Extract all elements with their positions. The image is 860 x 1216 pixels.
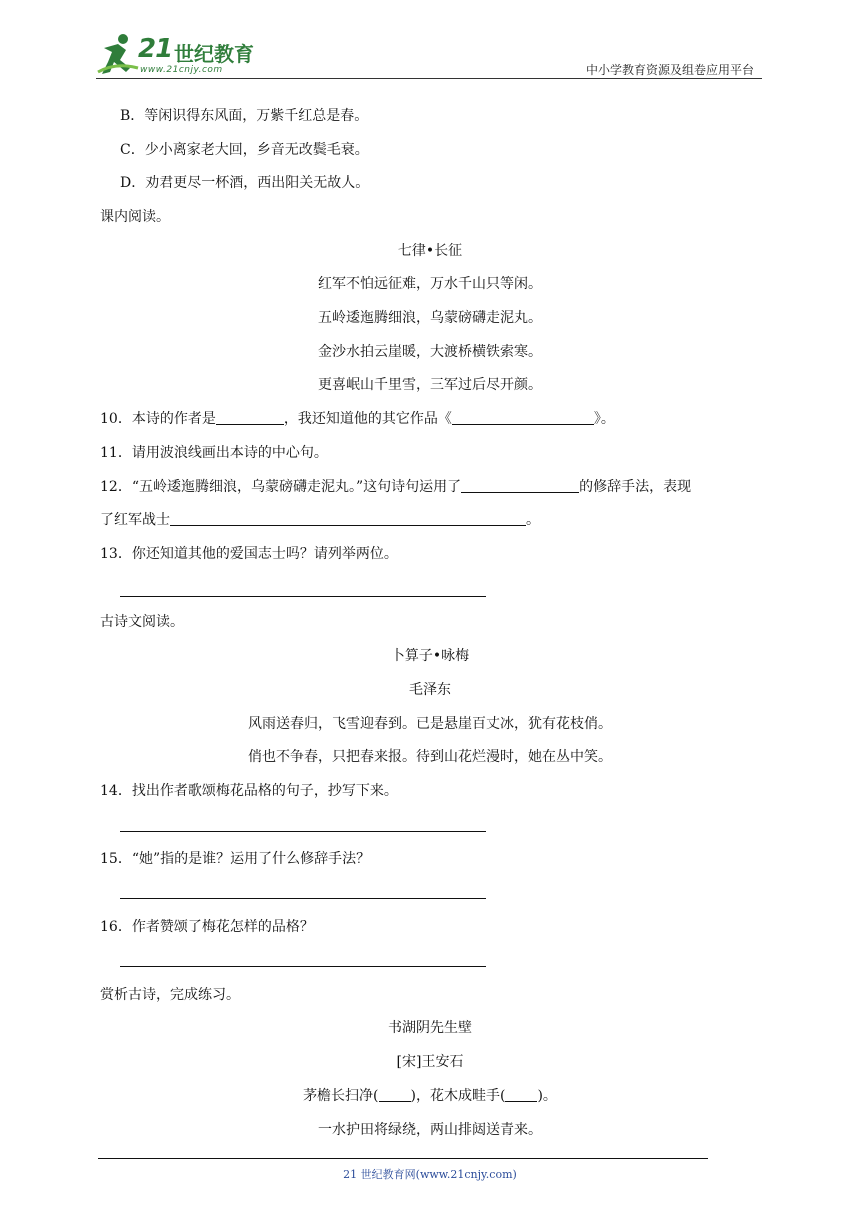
poem-author: 毛泽东 (409, 682, 451, 698)
question-16: 16．作者赞颂了梅花怎样的品格？ (100, 919, 314, 935)
footer-divider (98, 1158, 708, 1159)
poem-line: 红军不怕远征难，万水千山只等闲。 (318, 276, 542, 292)
poem-text: )。 (537, 1088, 557, 1104)
question-12 (100, 477, 691, 497)
question-13: 13．你还知道其他的爱国志士吗？请列举两位。 (100, 546, 398, 562)
question-text: 》。 (593, 411, 615, 427)
section-heading: 课内阅读。 (100, 209, 170, 225)
question-10 (100, 409, 615, 429)
poem-title: 书湖阴先生壁 (388, 1020, 472, 1036)
poem-text: )，花木成畦手( (410, 1088, 506, 1104)
question-text: 12．“五岭逶迤腾细浪，乌蒙磅礴走泥丸。”这句诗句运用了 (100, 479, 462, 495)
poem-line: 风雨送春归，飞雪迎春到。已是悬崖百丈冰，犹有花枝俏。 (248, 716, 612, 732)
answer-blank[interactable] (452, 410, 594, 425)
poem-author: [宋]王安石 (396, 1054, 464, 1070)
answer-line[interactable] (120, 966, 486, 967)
question-text: ，我还知道他的其它作品《 (283, 411, 452, 427)
answer-blank[interactable] (170, 511, 526, 526)
option-b: B．等闲识得东风面，万紫千红总是春。 (120, 108, 369, 124)
logo-number: 21 (138, 34, 173, 64)
poem-line (0, 1086, 860, 1106)
platform-title: 中小学教育资源及组卷应用平台 (585, 63, 754, 77)
poem-title: 卜算子•咏梅 (390, 648, 470, 664)
runner-icon (96, 32, 140, 78)
poem-line: 更喜岷山千里雪，三军过后尽开颜。 (318, 377, 542, 393)
page-footer: 21 世纪教育网(www.21cnjy.com) (343, 1168, 517, 1181)
poem-line: 一水护田将绿绕，两山排闼送青来。 (318, 1122, 542, 1138)
poem-line: 俏也不争春，只把春来报。待到山花烂漫时，她在丛中笑。 (248, 749, 612, 765)
question-15: 15．“她”指的是谁？运用了什么修辞手法？ (100, 851, 371, 867)
question-text: 。 (526, 512, 540, 528)
logo-url: www.21cnjy.com (140, 65, 223, 75)
question-text: 了红军战士 (100, 512, 170, 528)
answer-blank[interactable] (379, 1087, 411, 1102)
page-header (96, 32, 762, 80)
answer-line[interactable] (120, 596, 486, 597)
answer-blank[interactable] (505, 1087, 537, 1102)
question-14: 14．找出作者歌颂梅花品格的句子，抄写下来。 (100, 783, 398, 799)
answer-line[interactable] (120, 898, 486, 899)
answer-line[interactable] (120, 831, 486, 832)
answer-blank[interactable] (216, 410, 284, 425)
question-text: 的修辞手法，表现 (579, 479, 692, 495)
section-heading: 赏析古诗，完成练习。 (100, 987, 240, 1003)
poem-title: 七律•长征 (397, 243, 463, 259)
poem-line: 金沙水拍云崖暖，大渡桥横铁索寒。 (318, 344, 542, 360)
header-divider (96, 78, 762, 79)
answer-blank[interactable] (461, 478, 579, 493)
question-12-continued (100, 510, 540, 530)
poem-line: 五岭逶迤腾细浪，乌蒙磅礴走泥丸。 (318, 310, 542, 326)
option-c: C．少小离家老大回，乡音无改鬓毛衰。 (120, 142, 369, 158)
site-logo (96, 32, 276, 78)
poem-text: 茅檐长扫净( (303, 1088, 379, 1104)
question-11: 11．请用波浪线画出本诗的中心句。 (100, 445, 328, 461)
section-heading: 古诗文阅读。 (100, 614, 184, 630)
logo-text: 世纪教育 (174, 42, 254, 66)
question-text: 10．本诗的作者是 (100, 411, 216, 427)
option-d: D．劝君更尽一杯酒，西出阳关无故人。 (120, 175, 370, 191)
